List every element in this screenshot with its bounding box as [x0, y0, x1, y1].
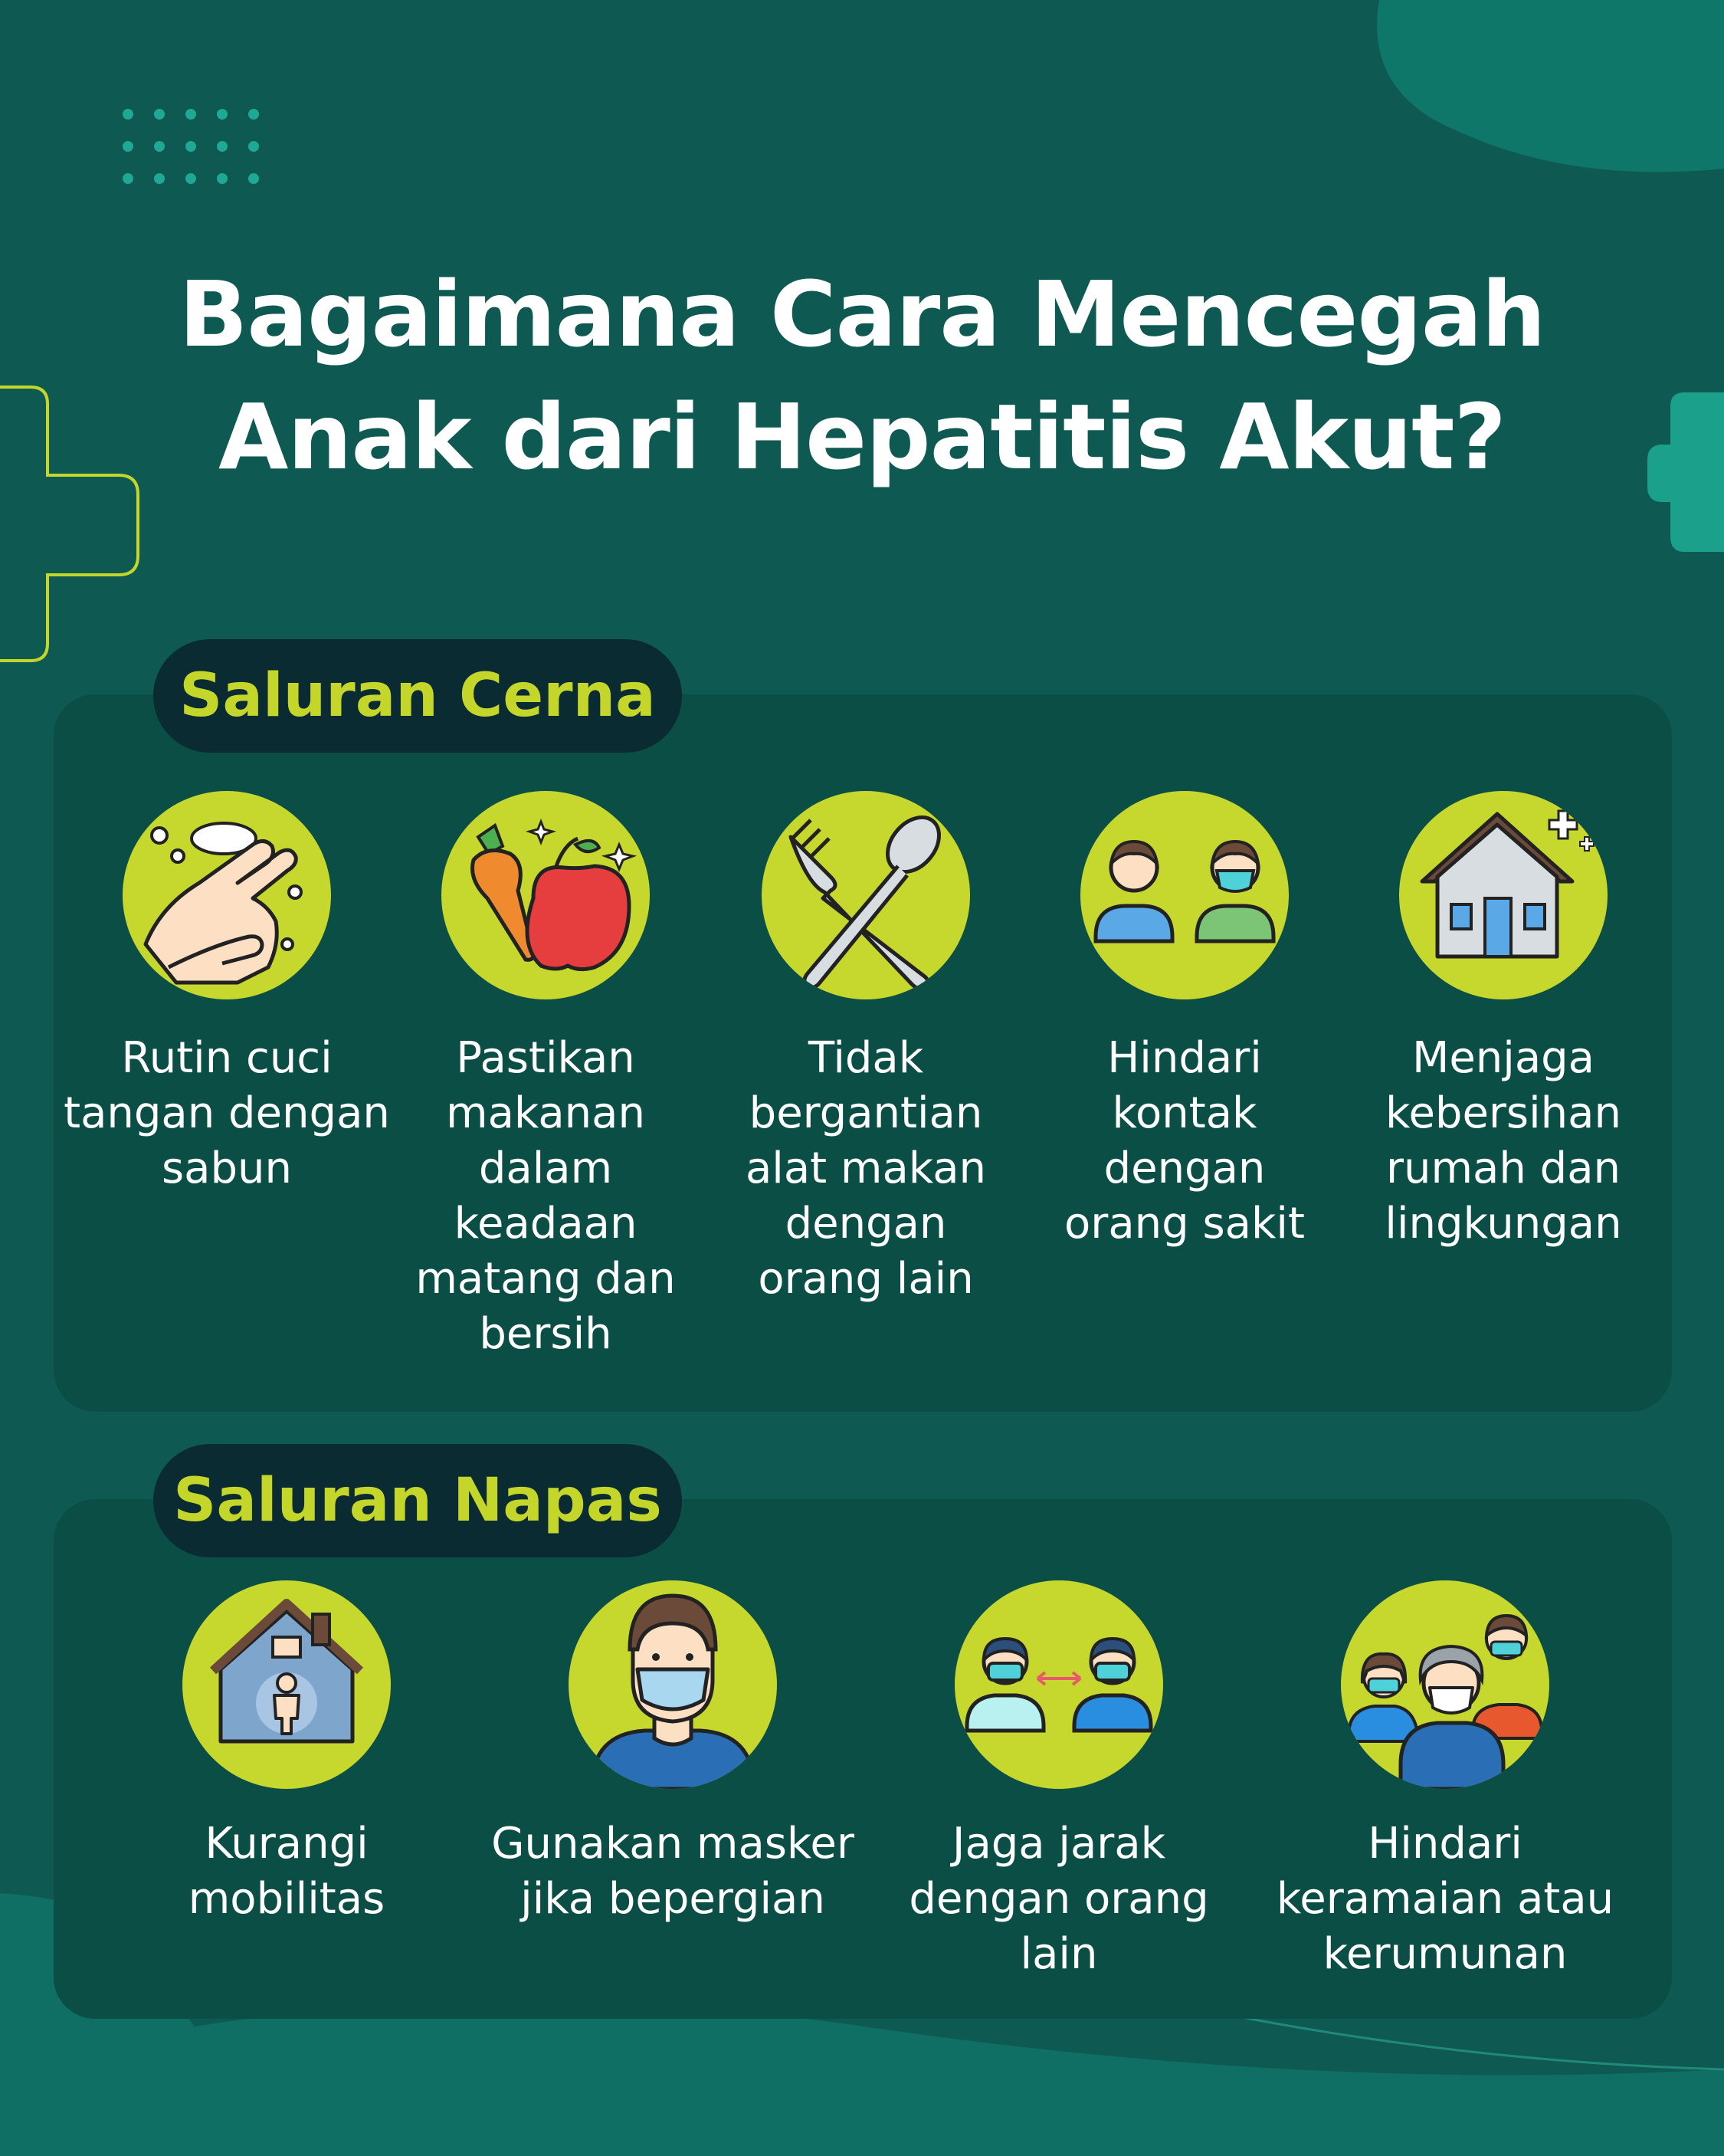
section-heading-saluran-napas: Saluran Napas: [153, 1444, 682, 1557]
label-tidak-bergantian: Tidak bergantian alat makan dengan orang lain: [745, 1033, 987, 1304]
label-hindari-keramaian: Hindari keramaian atau kerumunan: [1276, 1819, 1614, 1979]
stay-home-icon: [182, 1580, 391, 1789]
social-distance-icon: [955, 1580, 1163, 1789]
top-right-blob: [1377, 0, 1724, 172]
label-pastikan-makanan: Pastikan makanan dalam keadaan matang dan bersih: [415, 1033, 676, 1359]
label-rutin-cuci-tangan: Rutin cuci tangan dengan sabun: [64, 1033, 390, 1193]
decorative-dots: [123, 109, 261, 192]
label-gunakan-masker: Gunakan masker jika bepergian: [491, 1819, 854, 1924]
mask-person-icon: [569, 1580, 777, 1789]
label-hindari-kontak: Hindari kontak dengan orang sakit: [1064, 1033, 1305, 1249]
page-title: [0, 253, 1724, 498]
title-line-2: Anak dari Hepatitis Akut?: [218, 384, 1506, 490]
sick-person-icon: [1080, 791, 1289, 999]
carrot-apple-icon: [441, 791, 650, 999]
clean-house-icon: [1399, 791, 1608, 999]
section-heading-saluran-cerna: Saluran Cerna: [153, 639, 682, 753]
crowd-icon: [1341, 1580, 1549, 1789]
fork-spoon-icon: [762, 791, 970, 999]
title-line-1: Bagaimana Cara Mencegah: [179, 261, 1545, 367]
label-kurangi-mobilitas: Kurangi mobilitas: [188, 1819, 385, 1924]
hand-washing-icon: [123, 791, 331, 999]
label-menjaga-kebersihan: Menjaga kebersihan rumah dan lingkungan: [1385, 1033, 1622, 1249]
label-jaga-jarak: Jaga jarak dengan orang lain: [909, 1819, 1209, 1979]
bottom-wave: [0, 2001, 1724, 2156]
